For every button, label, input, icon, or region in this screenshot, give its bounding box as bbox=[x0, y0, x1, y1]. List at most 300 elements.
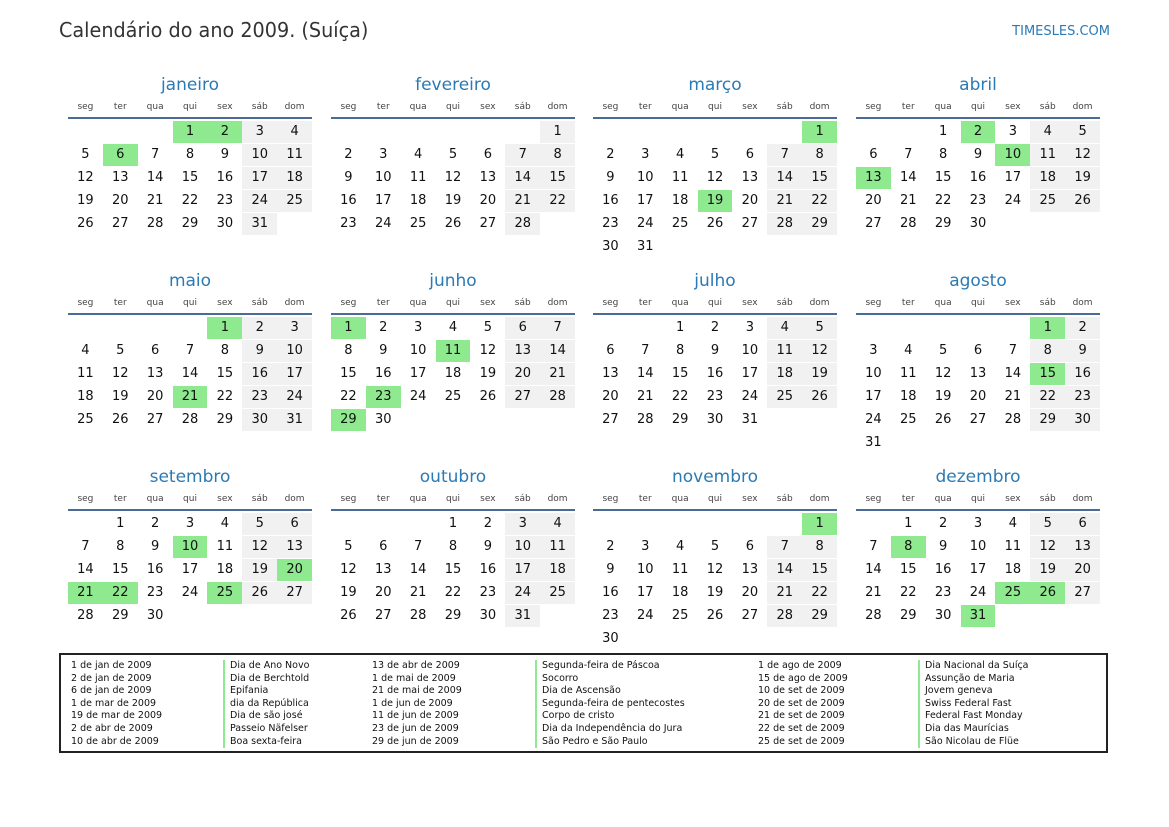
day-cell: 7 bbox=[414, 539, 423, 554]
empty-cell bbox=[593, 513, 628, 535]
week-row bbox=[856, 432, 1100, 454]
weekend-day-cell: 5 bbox=[1065, 121, 1100, 143]
day-cell: 10 bbox=[637, 170, 654, 185]
weekday-header bbox=[856, 293, 1100, 315]
empty-cell bbox=[401, 121, 436, 143]
legend-date: 23 de jun de 2009 bbox=[372, 723, 459, 734]
weekend-day-cell: 23 bbox=[1065, 386, 1100, 408]
legend-date: 2 de jan de 2009 bbox=[71, 672, 152, 684]
month-title: agosto bbox=[949, 271, 1007, 291]
day-cell: 14 bbox=[900, 170, 917, 185]
weekday-label: seg bbox=[340, 494, 357, 504]
day-cell: 8 bbox=[344, 343, 353, 358]
day-cell: 10 bbox=[409, 343, 427, 358]
month-title: novembro bbox=[671, 467, 759, 487]
day-cell: 21 bbox=[146, 193, 164, 208]
day-cell: 23 bbox=[969, 193, 987, 208]
week-row bbox=[593, 167, 837, 189]
day-cell: 4 bbox=[414, 147, 423, 162]
weekday-label: ter bbox=[638, 298, 652, 308]
day-cell: 14 bbox=[409, 562, 427, 577]
empty-cell bbox=[961, 317, 996, 339]
weekend-day-cell: 10 bbox=[242, 144, 277, 166]
week-row bbox=[68, 213, 312, 235]
day-cell: 17 bbox=[375, 193, 392, 208]
weekend-day-cell: 10 bbox=[505, 536, 540, 558]
day-cell: 15 bbox=[181, 170, 199, 185]
empty-cell bbox=[856, 513, 891, 535]
holiday-day-cell: 25 bbox=[207, 582, 242, 604]
day-cell: 18 bbox=[409, 193, 427, 208]
weekend-day-cell: 28 bbox=[767, 213, 802, 235]
weekend-day-cell: 13 bbox=[505, 340, 540, 362]
legend-date: 25 de set de 2009 bbox=[758, 735, 845, 747]
day-cell: 27 bbox=[865, 216, 882, 231]
weekday-label: sex bbox=[217, 102, 233, 112]
weekend-day-cell: 8 bbox=[802, 536, 837, 558]
month-title: janeiro bbox=[160, 75, 220, 95]
empty-cell bbox=[891, 317, 926, 339]
day-cell: 30 bbox=[969, 216, 987, 231]
week-row bbox=[593, 144, 837, 166]
day-cell: 9 bbox=[939, 539, 948, 554]
weekday-label: seg bbox=[865, 494, 882, 504]
weekday-label: sex bbox=[217, 494, 233, 504]
day-cell: 16 bbox=[602, 585, 619, 600]
holiday-day-cell: 10 bbox=[995, 144, 1030, 166]
day-cell: 19 bbox=[340, 585, 357, 600]
weekend-day-cell: 3 bbox=[242, 121, 277, 143]
weekend-day-cell: 28 bbox=[767, 605, 802, 627]
day-cell: 19 bbox=[479, 366, 497, 381]
holiday-day-cell: 21 bbox=[173, 386, 208, 408]
weekend-day-cell: 29 bbox=[1030, 409, 1065, 431]
day-cell: 3 bbox=[414, 320, 423, 335]
day-cell: 16 bbox=[375, 366, 392, 381]
day-cell: 16 bbox=[602, 193, 619, 208]
weekend-day-cell: 22 bbox=[1030, 386, 1065, 408]
legend-holiday-name: Dia de Berchtold bbox=[223, 673, 309, 686]
day-cell: 20 bbox=[375, 585, 392, 600]
holiday-day-cell: 10 bbox=[173, 536, 208, 558]
day-cell: 12 bbox=[112, 366, 129, 381]
day-cell: 19 bbox=[444, 193, 462, 208]
week-row bbox=[593, 605, 837, 627]
empty-cell bbox=[926, 317, 961, 339]
empty-cell bbox=[540, 409, 575, 431]
day-cell: 14 bbox=[181, 366, 199, 381]
legend-holiday-name: Jovem geneva bbox=[918, 685, 993, 698]
weekend-day-cell: 19 bbox=[242, 559, 277, 581]
empty-cell bbox=[802, 628, 837, 650]
day-cell: 17 bbox=[741, 366, 759, 381]
day-cell: 31 bbox=[865, 435, 882, 450]
day-cell: 3 bbox=[641, 147, 650, 162]
weekday-label: ter bbox=[638, 102, 652, 112]
holiday-day-cell: 6 bbox=[103, 144, 138, 166]
legend-date: 21 de mai de 2009 bbox=[372, 685, 462, 697]
month-junho bbox=[331, 269, 575, 431]
week-row bbox=[856, 559, 1100, 581]
empty-cell bbox=[1030, 605, 1065, 627]
empty-cell bbox=[891, 121, 926, 143]
day-cell: 10 bbox=[969, 539, 987, 554]
empty-cell bbox=[470, 121, 505, 143]
day-cell: 10 bbox=[741, 343, 759, 358]
week-row bbox=[331, 513, 575, 535]
day-cell: 15 bbox=[900, 562, 917, 577]
week-row bbox=[331, 144, 575, 166]
day-cell: 15 bbox=[112, 562, 129, 577]
day-cell: 22 bbox=[900, 585, 917, 600]
day-cell: 18 bbox=[444, 366, 462, 381]
holiday-day-cell: 1 bbox=[1030, 317, 1065, 339]
empty-cell bbox=[698, 513, 733, 535]
holiday-day-cell: 13 bbox=[856, 167, 891, 189]
day-cell: 25 bbox=[671, 216, 689, 231]
day-cell: 1 bbox=[904, 516, 913, 531]
empty-cell bbox=[628, 628, 663, 650]
weekday-header bbox=[856, 489, 1100, 511]
day-cell: 8 bbox=[116, 539, 125, 554]
weekend-day-cell: 23 bbox=[242, 386, 277, 408]
day-cell: 27 bbox=[741, 216, 759, 231]
day-cell: 23 bbox=[602, 608, 619, 623]
weekday-label: qua bbox=[409, 298, 427, 308]
weekend-day-cell: 5 bbox=[802, 317, 837, 339]
day-cell: 21 bbox=[865, 585, 882, 600]
weekend-day-cell: 3 bbox=[277, 317, 312, 339]
legend-holiday-name: Federal Fast Monday bbox=[918, 710, 1023, 723]
weekday-label: qua bbox=[934, 102, 952, 112]
weekend-day-cell: 28 bbox=[540, 386, 575, 408]
day-cell: 6 bbox=[745, 539, 754, 554]
week-row bbox=[593, 317, 837, 339]
empty-cell bbox=[331, 121, 366, 143]
month-maio bbox=[68, 269, 312, 431]
weekend-day-cell: 3 bbox=[505, 513, 540, 535]
month-fevereiro bbox=[331, 73, 575, 235]
week-row bbox=[68, 363, 312, 385]
day-cell: 20 bbox=[146, 389, 164, 404]
week-row bbox=[68, 144, 312, 166]
holiday-legend bbox=[59, 653, 1108, 753]
weekday-label: sex bbox=[1005, 494, 1021, 504]
day-cell: 13 bbox=[741, 170, 759, 185]
day-cell: 14 bbox=[1004, 366, 1022, 381]
weekend-day-cell: 25 bbox=[1030, 190, 1065, 212]
day-cell: 14 bbox=[637, 366, 654, 381]
weekday-label: dom bbox=[547, 298, 568, 308]
week-row bbox=[331, 559, 575, 581]
weekday-header bbox=[68, 293, 312, 315]
month-title: outubro bbox=[419, 467, 487, 487]
empty-cell bbox=[767, 409, 802, 431]
day-cell: 24 bbox=[375, 216, 392, 231]
day-cell: 6 bbox=[483, 147, 492, 162]
weekday-label: qui bbox=[971, 102, 985, 112]
weekend-day-cell: 31 bbox=[242, 213, 277, 235]
day-cell: 26 bbox=[112, 412, 129, 427]
day-cell: 15 bbox=[216, 366, 234, 381]
weekday-label: seg bbox=[865, 102, 882, 112]
day-cell: 9 bbox=[344, 170, 353, 185]
month-title: março bbox=[688, 75, 742, 95]
day-cell: 9 bbox=[151, 539, 160, 554]
weekday-label: ter bbox=[376, 298, 390, 308]
weekday-label: qua bbox=[934, 298, 952, 308]
holiday-day-cell: 15 bbox=[1030, 363, 1065, 385]
holiday-day-cell: 1 bbox=[207, 317, 242, 339]
week-row bbox=[856, 536, 1100, 558]
empty-cell bbox=[68, 121, 103, 143]
week-row bbox=[593, 628, 837, 650]
day-cell: 27 bbox=[741, 608, 759, 623]
week-row bbox=[856, 513, 1100, 535]
weekend-day-cell: 8 bbox=[1030, 340, 1065, 362]
empty-cell bbox=[331, 513, 366, 535]
empty-cell bbox=[856, 121, 891, 143]
holiday-day-cell: 2 bbox=[207, 121, 242, 143]
weekend-day-cell: 24 bbox=[242, 190, 277, 212]
week-row bbox=[856, 167, 1100, 189]
weekend-day-cell: 6 bbox=[1065, 513, 1100, 535]
weekend-day-cell: 16 bbox=[242, 363, 277, 385]
day-cell: 31 bbox=[637, 239, 654, 254]
month-julho bbox=[593, 269, 837, 431]
empty-cell bbox=[995, 605, 1030, 627]
empty-cell bbox=[698, 628, 733, 650]
empty-cell bbox=[995, 432, 1030, 454]
day-cell: 18 bbox=[900, 389, 917, 404]
holiday-day-cell: 11 bbox=[436, 340, 471, 362]
day-cell: 30 bbox=[706, 412, 724, 427]
holiday-day-cell: 2 bbox=[961, 121, 996, 143]
weekday-label: dom bbox=[1072, 494, 1093, 504]
day-cell: 7 bbox=[641, 343, 650, 358]
day-cell: 7 bbox=[904, 147, 913, 162]
empty-cell bbox=[366, 513, 401, 535]
day-cell: 28 bbox=[900, 216, 917, 231]
weekday-label: qua bbox=[934, 494, 952, 504]
weekday-label: sex bbox=[1005, 102, 1021, 112]
day-cell: 7 bbox=[151, 147, 160, 162]
holiday-day-cell: 22 bbox=[103, 582, 138, 604]
weekend-day-cell: 14 bbox=[767, 167, 802, 189]
empty-cell bbox=[926, 432, 961, 454]
weekday-label: seg bbox=[602, 298, 619, 308]
day-cell: 27 bbox=[146, 412, 164, 427]
day-cell: 25 bbox=[671, 608, 689, 623]
day-cell: 4 bbox=[904, 343, 913, 358]
weekday-label: qui bbox=[183, 102, 197, 112]
weekend-day-cell: 10 bbox=[277, 340, 312, 362]
legend-holiday-name: Segunda-feira de pentecostes bbox=[535, 698, 685, 711]
day-cell: 28 bbox=[146, 216, 164, 231]
weekend-day-cell: 27 bbox=[1065, 582, 1100, 604]
month-title: dezembro bbox=[935, 467, 1021, 487]
day-cell: 24 bbox=[409, 389, 427, 404]
week-row bbox=[593, 513, 837, 535]
month-abril bbox=[856, 73, 1100, 235]
day-cell: 4 bbox=[676, 147, 685, 162]
day-cell: 17 bbox=[865, 389, 882, 404]
day-cell: 2 bbox=[606, 147, 615, 162]
day-cell: 19 bbox=[112, 389, 129, 404]
day-cell: 19 bbox=[706, 585, 724, 600]
day-cell: 24 bbox=[181, 585, 199, 600]
day-cell: 20 bbox=[865, 193, 882, 208]
weekday-label: qua bbox=[409, 494, 427, 504]
weekday-label: sex bbox=[742, 298, 758, 308]
day-cell: 25 bbox=[409, 216, 427, 231]
weekend-day-cell: 25 bbox=[767, 386, 802, 408]
day-cell: 18 bbox=[671, 193, 689, 208]
day-cell: 15 bbox=[671, 366, 689, 381]
day-cell: 28 bbox=[77, 608, 94, 623]
weekday-label: ter bbox=[376, 494, 390, 504]
weekday-label: dom bbox=[809, 102, 830, 112]
legend-date: 6 de jan de 2009 bbox=[71, 685, 152, 697]
week-row bbox=[856, 582, 1100, 604]
weekday-label: qui bbox=[708, 494, 722, 504]
day-cell: 16 bbox=[934, 562, 952, 577]
day-cell: 15 bbox=[444, 562, 462, 577]
weekday-label: dom bbox=[547, 494, 568, 504]
weekday-label: ter bbox=[113, 494, 127, 504]
legend-date: 1 de ago de 2009 bbox=[758, 660, 842, 671]
weekend-day-cell: 12 bbox=[242, 536, 277, 558]
day-cell: 11 bbox=[1004, 539, 1022, 554]
day-cell: 22 bbox=[934, 193, 952, 208]
empty-cell bbox=[401, 409, 436, 431]
legend-date: 13 de abr de 2009 bbox=[372, 660, 460, 671]
day-cell: 6 bbox=[973, 343, 983, 358]
weekend-day-cell: 20 bbox=[1065, 559, 1100, 581]
week-row bbox=[331, 213, 575, 235]
weekend-day-cell: 14 bbox=[505, 167, 540, 189]
day-cell: 27 bbox=[969, 412, 987, 427]
legend-holiday-name: Dia da Independência do Jura bbox=[535, 723, 682, 736]
weekend-day-cell: 5 bbox=[1030, 513, 1065, 535]
weekend-day-cell: 22 bbox=[802, 582, 837, 604]
day-cell: 18 bbox=[671, 585, 689, 600]
weekday-label: seg bbox=[865, 298, 882, 308]
week-row bbox=[856, 190, 1100, 212]
day-cell: 31 bbox=[741, 412, 759, 427]
weekend-day-cell: 29 bbox=[802, 605, 837, 627]
empty-cell bbox=[68, 317, 103, 339]
week-row bbox=[68, 190, 312, 212]
weekend-day-cell: 15 bbox=[802, 559, 837, 581]
week-row bbox=[331, 386, 575, 408]
day-cell: 6 bbox=[151, 343, 160, 358]
empty-cell bbox=[663, 628, 698, 650]
day-cell: 21 bbox=[900, 193, 917, 208]
weekend-day-cell: 17 bbox=[505, 559, 540, 581]
weekday-label: sáb bbox=[514, 298, 531, 308]
legend-holiday-name: Dia Nacional da Suíça bbox=[918, 660, 1029, 673]
day-cell: 12 bbox=[706, 562, 724, 577]
day-cell: 7 bbox=[869, 539, 878, 554]
day-cell: 6 bbox=[745, 147, 754, 162]
day-cell: 27 bbox=[112, 216, 129, 231]
weekday-label: sex bbox=[1005, 298, 1021, 308]
empty-cell bbox=[1065, 605, 1100, 627]
weekday-label: sáb bbox=[251, 494, 268, 504]
weekday-label: sáb bbox=[514, 102, 531, 112]
weekday-label: sáb bbox=[776, 102, 793, 112]
weekday-label: sex bbox=[217, 298, 233, 308]
day-cell: 3 bbox=[185, 516, 195, 531]
day-cell: 16 bbox=[340, 193, 357, 208]
day-cell: 6 bbox=[379, 539, 388, 554]
day-cell: 13 bbox=[602, 366, 619, 381]
weekend-day-cell: 9 bbox=[242, 340, 277, 362]
day-cell: 8 bbox=[939, 147, 948, 162]
weekend-day-cell: 21 bbox=[767, 190, 802, 212]
week-row bbox=[68, 536, 312, 558]
day-cell: 7 bbox=[1008, 343, 1017, 358]
day-cell: 3 bbox=[641, 539, 650, 554]
holiday-day-cell: 26 bbox=[1030, 582, 1065, 604]
weekday-label: qua bbox=[146, 494, 164, 504]
day-cell: 3 bbox=[973, 516, 983, 531]
empty-cell bbox=[767, 121, 802, 143]
day-cell: 16 bbox=[216, 170, 234, 185]
empty-cell bbox=[732, 121, 767, 143]
weekday-label: seg bbox=[77, 494, 94, 504]
week-row bbox=[856, 409, 1100, 431]
day-cell: 18 bbox=[216, 562, 234, 577]
month-title: setembro bbox=[149, 467, 231, 487]
day-cell: 26 bbox=[340, 608, 357, 623]
day-cell: 14 bbox=[146, 170, 164, 185]
weekend-day-cell: 7 bbox=[505, 144, 540, 166]
holiday-day-cell: 1 bbox=[173, 121, 208, 143]
day-cell: 9 bbox=[973, 147, 983, 162]
day-cell: 2 bbox=[483, 516, 492, 531]
weekday-label: ter bbox=[376, 102, 390, 112]
weekend-day-cell: 15 bbox=[802, 167, 837, 189]
weekday-header bbox=[856, 97, 1100, 119]
site-link[interactable]: TIMESLES.COM bbox=[1012, 24, 1110, 39]
week-row bbox=[331, 317, 575, 339]
empty-cell bbox=[436, 121, 471, 143]
empty-cell bbox=[277, 213, 312, 235]
week-row bbox=[593, 409, 837, 431]
legend-date: 15 de ago de 2009 bbox=[758, 672, 848, 684]
empty-cell bbox=[173, 605, 208, 627]
day-cell: 16 bbox=[146, 562, 164, 577]
day-cell: 16 bbox=[706, 366, 724, 381]
day-cell: 21 bbox=[637, 389, 654, 404]
legend-holiday-name: dia da República bbox=[223, 698, 309, 711]
empty-cell bbox=[540, 605, 575, 627]
week-row bbox=[331, 340, 575, 362]
weekday-label: qui bbox=[708, 298, 722, 308]
day-cell: 11 bbox=[216, 539, 234, 554]
legend-date: 10 de set de 2009 bbox=[758, 685, 845, 697]
weekday-label: dom bbox=[284, 298, 305, 308]
day-cell: 22 bbox=[216, 389, 234, 404]
day-cell: 9 bbox=[220, 147, 229, 162]
legend-holiday-name: Socorro bbox=[535, 673, 578, 686]
day-cell: 18 bbox=[77, 389, 94, 404]
day-cell: 9 bbox=[606, 562, 615, 577]
weekday-label: qui bbox=[446, 298, 460, 308]
month-agosto bbox=[856, 269, 1100, 454]
